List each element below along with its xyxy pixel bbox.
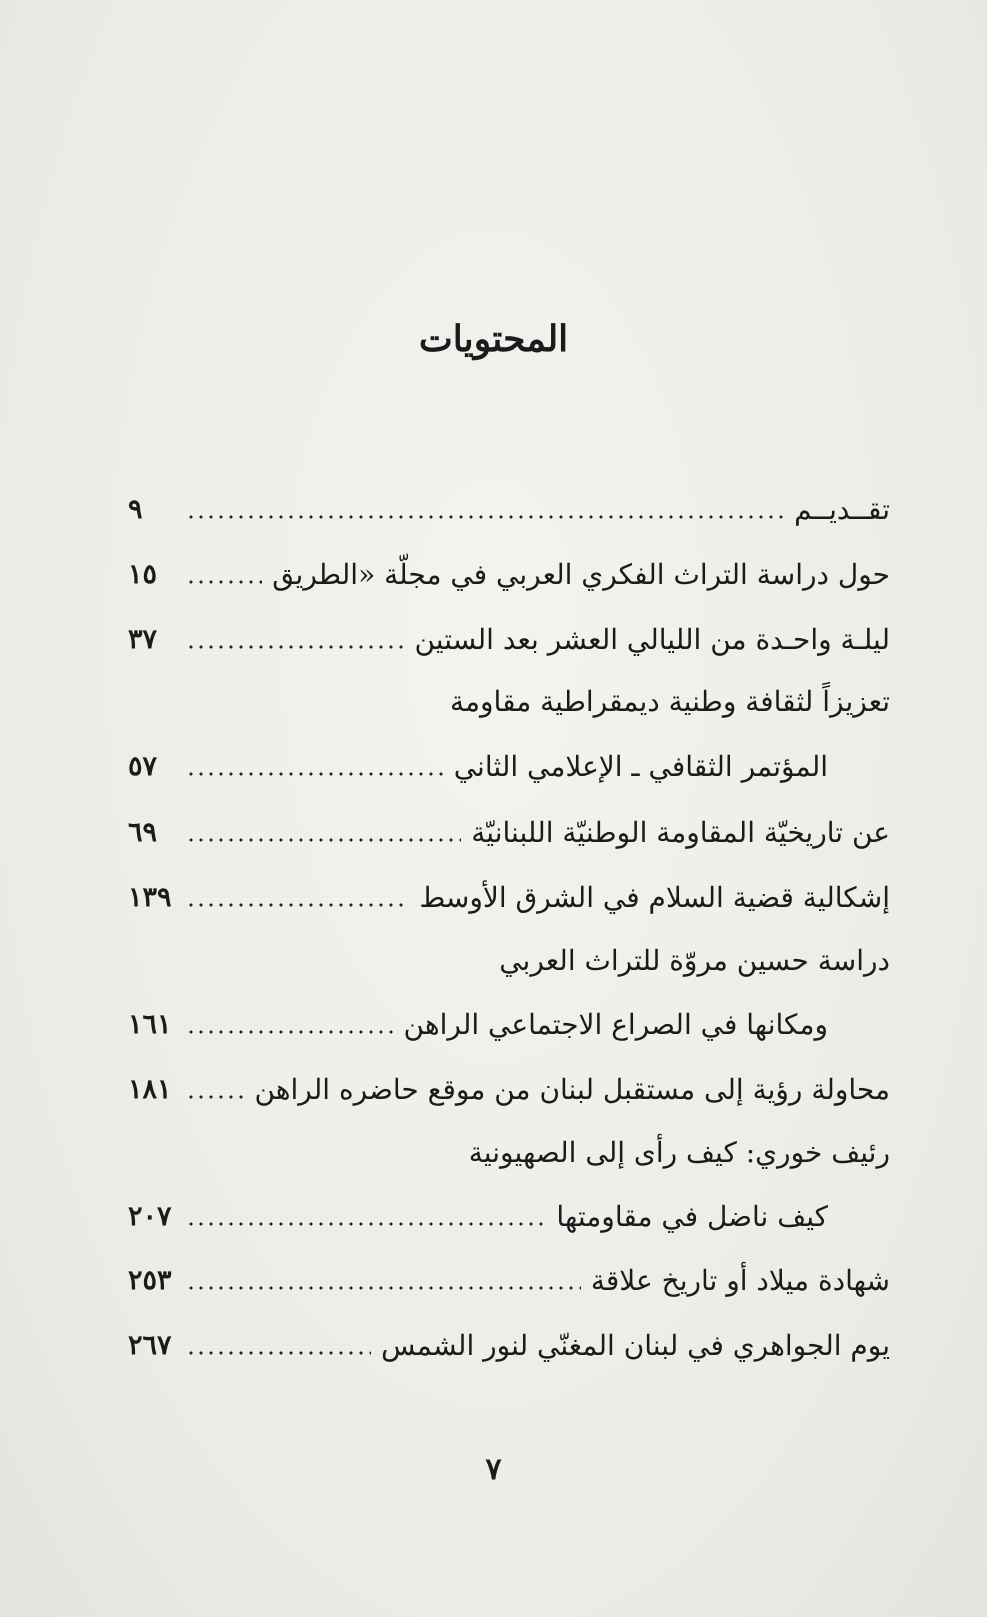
toc-entry <box>128 484 890 534</box>
toc-entry-title: حول دراسة التراث الفكري العربي في مجلّة «الطريق <box>272 557 890 591</box>
toc-page-number: ١٦١ <box>128 1008 172 1040</box>
dot-leader <box>186 1220 546 1228</box>
dot-leader <box>186 770 444 778</box>
toc-page-number: ١٥ <box>128 558 158 590</box>
toc-page-number: ٩ <box>128 493 143 525</box>
toc-entry <box>128 1064 890 1114</box>
toc-entry-title: رئيف خوري: كيف رأى إلى الصهيونية <box>468 1135 890 1169</box>
dot-leader <box>186 1093 244 1101</box>
toc-entry-heading <box>128 935 890 985</box>
toc-entry <box>128 872 890 922</box>
toc-entry <box>128 1320 890 1370</box>
toc-entry-title: كيف ناضل في مقاومتها <box>556 1199 828 1233</box>
dot-leader <box>186 901 409 909</box>
toc-entry <box>128 741 890 791</box>
dot-leader <box>186 836 461 844</box>
toc-page-number: ١٣٩ <box>128 881 172 913</box>
toc-entry-title: تقــديــم <box>794 492 890 526</box>
toc-page-number: ٢٥٣ <box>128 1264 172 1296</box>
toc-entry <box>128 807 890 857</box>
toc-entry-title: تعزيزاً لثقافة وطنية ديمقراطية مقاومة <box>450 684 890 718</box>
toc-entry <box>128 999 890 1049</box>
dot-leader <box>186 1284 581 1292</box>
toc-entry-title: ليلـة واحـدة من الليالي العشر بعد الستين <box>414 622 890 656</box>
toc-entry-heading <box>128 676 890 726</box>
toc-entry-title: ومكانها في الصراع الاجتماعي الراهن <box>403 1007 828 1041</box>
page-title: المحتويات <box>418 318 569 360</box>
toc-page-number: ٥٧ <box>128 750 158 782</box>
dot-leader <box>186 643 404 651</box>
toc-entry-title: إشكالية قضية السلام في الشرق الأوسط <box>419 880 890 914</box>
page-folio: ٧ <box>485 1452 502 1487</box>
toc-entry <box>128 549 890 599</box>
toc-page-number: ٦٩ <box>128 816 158 848</box>
toc-entry <box>128 1191 890 1241</box>
toc-entry-heading <box>128 1127 890 1177</box>
toc-page-number: ٣٧ <box>128 623 158 655</box>
toc-entry-title: عن تاريخيّة المقاومة الوطنيّة اللبنانيّة <box>471 815 890 849</box>
toc-entry-title: محاولة رؤية إلى مستقبل لبنان من موقع حاضره الراهن <box>254 1072 890 1106</box>
dot-leader <box>186 1349 371 1357</box>
dot-leader <box>186 1028 394 1036</box>
toc-entry-title: المؤتمر الثقافي ـ الإعلامي الثاني <box>453 749 828 783</box>
toc-page-number: ١٨١ <box>128 1073 172 1105</box>
toc-entry-title: دراسة حسين مروّة للتراث العربي <box>499 943 890 977</box>
toc-entry-title: شهادة ميلاد أو تاريخ علاقة <box>590 1263 890 1297</box>
toc-entry-title: يوم الجواهري في لبنان المغنّي لنور الشمس <box>381 1328 890 1362</box>
toc-page-number: ٢٠٧ <box>128 1200 172 1232</box>
dot-leader <box>186 578 262 586</box>
toc-entry <box>128 614 890 664</box>
dot-leader <box>186 513 784 521</box>
toc-entry <box>128 1255 890 1305</box>
toc-page-number: ٢٦٧ <box>128 1329 172 1361</box>
